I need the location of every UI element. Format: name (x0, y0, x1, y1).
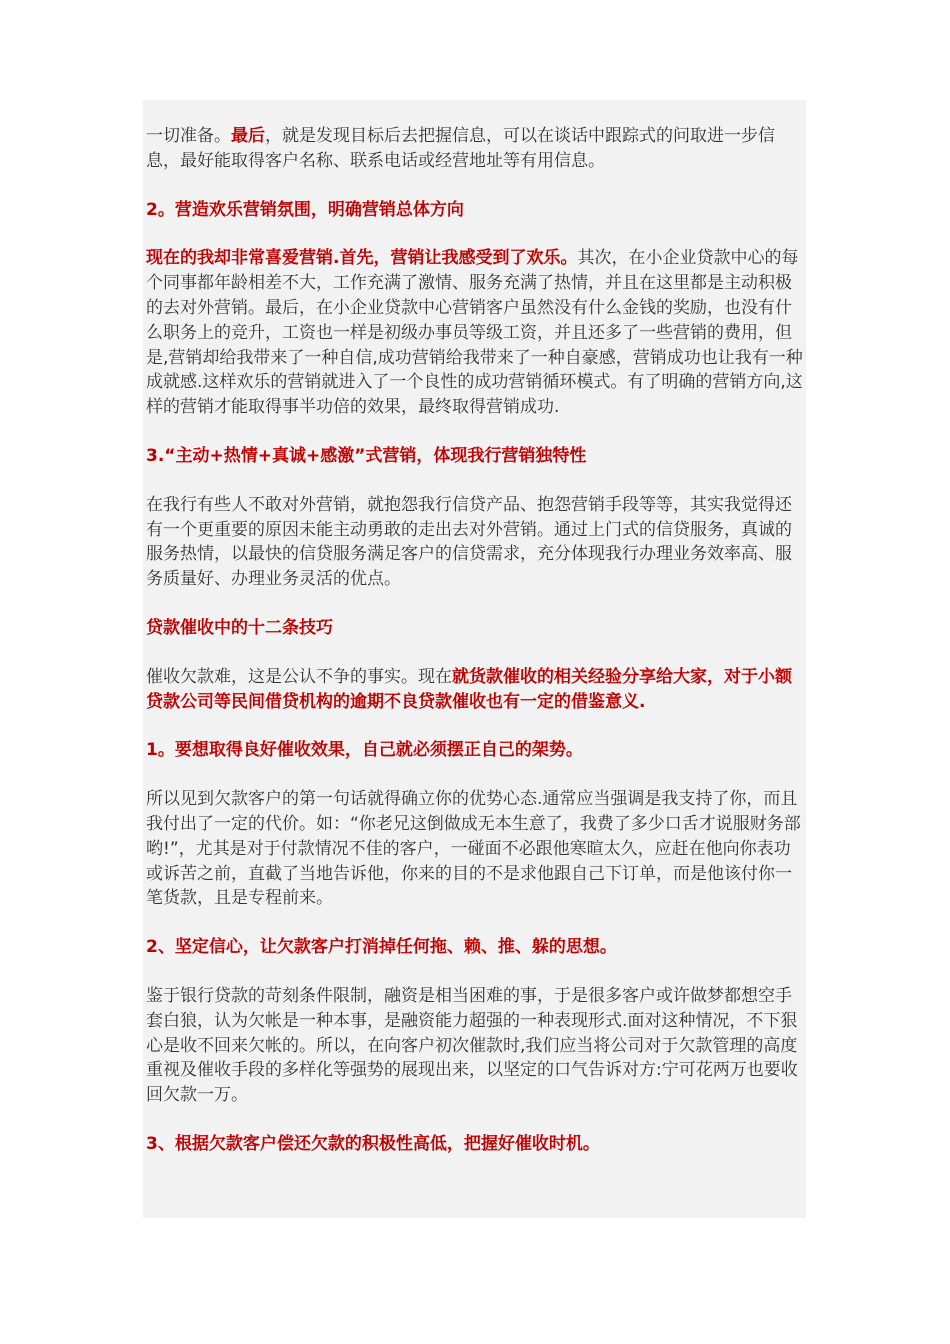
paragraph-text: 其次，在小企业贷款中心的每个同事都年龄相差不大，工作充满了激情、服务充满了热情，并且在这里都是主动积极的去对外营销。最后，在小企业贷款中心营销客户虽然没有什么金钱的奖励，也没有什么职务上的竞升，工资也一样是初级办事员等级工资，并且还多了一些营销的费用，但是,营销却给我带来了一种自信,成功营销给我带来了一种自豪感，营销成功也让我有一种成就感.这样欢乐的营销就进入了一个良性的成功营销循环模式。有了明确的营销方向,这样的营销才能取得事半功倍的效果，最终取得营销成功. (146, 248, 803, 418)
emphasis-text: 现在的我却非常喜爱营销.首先，营销让我感受到了欢乐。 (146, 248, 578, 269)
tip-heading-3: 3、根据欠款客户偿还欠款的积极性高低，把握好催收时机。 (146, 1133, 600, 1154)
section-heading-2: 2。营造欢乐营销氛围，明确营销总体方向 (146, 199, 464, 220)
paragraph-marketing-joy (146, 246, 804, 420)
paragraph-proactive: 在我行有些人不敢对外营销，就抱怨我行信贷产品、抱怨营销手段等等，其实我觉得还有一个更重要的原因未能主动勇敢的走出去对外营销。通过上门式的信贷服务，真诚的服务热情，以最快的信贷服务满足客户的信贷需求，充分体现我行办理业务效率高、服务质量好、办理业务灵活的优点。 (146, 494, 792, 590)
paragraph-intro (146, 124, 804, 174)
emphasis-text: 最后 (231, 126, 265, 146)
paragraph-tip-2: 鉴于银行贷款的苛刻条件限制，融资是相当困难的事，于是很多客户或许做梦都想空手套白狼，认为欠帐是一种本事，是融资能力超强的一种表现形式.面对这种情况，不下狠心是收不回来欠帐的。所以，在向客户初次催款时,我们应当将公司对于欠款管理的高度重视及催收手段的多样化等强势的展现出来，以坚定的口气告诉对方:宁可花两万也要收回欠款一万。 (146, 985, 798, 1106)
paragraph-tip-1: 所以见到欠款客户的第一句话就得确立你的优势心态.通常应当强调是我支持了你，而且我付出了一定的代价。如：“你老兄这倒做成无本生意了，我费了多少口舌才说服财务部哟!”，尤其是对于付款情况不佳的客户，一碰面不必跟他寒暄太久，应赶在他向你表功或诉苦之前，直截了当地告诉他，你来的目的不是求他跟自己下订单，而是他该付你一笔货款，且是专程前来。 (146, 789, 801, 909)
paragraph-text: ，就是发现目标后去把握信息，可以在谈话中跟踪式的问取进一步信息，最好能取得客户名称、联系电话或经营地址等有用信息。 (146, 126, 775, 171)
paragraph-text: 一切准备。 (146, 126, 231, 146)
section-heading-twelve-tips: 贷款催收中的十二条技巧 (146, 617, 333, 638)
paragraph-collection-intro (146, 665, 804, 715)
emphasis-text: 就货款催收的相关经验分享给大家，对于小额贷款公司等民间借贷机构的逾期不良贷款催收也有一定的借鉴意义. (146, 666, 792, 712)
tip-heading-1: 1。要想取得良好催收效果，自己就必须摆正自己的架势。 (146, 740, 583, 761)
paragraph-text: 催收欠款难，这是公认不争的事实。现在 (146, 666, 452, 687)
section-heading-3: 3.“主动+热情+真诚+感激”式营销，体现我行营销独特性 (146, 445, 587, 466)
document-content (143, 100, 806, 1218)
tip-heading-2: 2、坚定信心，让欠款客户打消掉任何拖、赖、推、躲的思想。 (146, 937, 617, 958)
